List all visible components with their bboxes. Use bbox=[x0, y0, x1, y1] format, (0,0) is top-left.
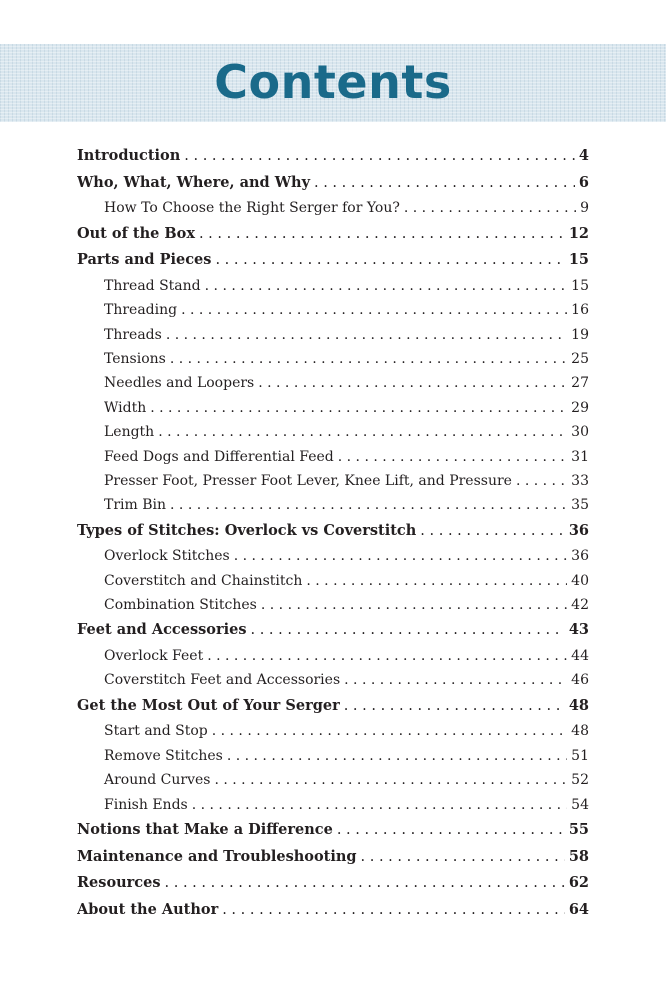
toc-chapter-entry bbox=[77, 897, 589, 924]
toc-subsection-entry bbox=[77, 593, 589, 617]
toc-entry-page-number: 40 bbox=[571, 572, 589, 589]
toc-entry-title: Feed Dogs and Differential Feed bbox=[104, 448, 334, 465]
toc-chapter-entry bbox=[77, 247, 589, 274]
toc-entry-title: Start and Stop bbox=[104, 723, 208, 740]
toc-entry-title: Thread Stand bbox=[104, 277, 201, 294]
dot-leader bbox=[207, 644, 567, 668]
toc-chapter-entry bbox=[77, 693, 589, 720]
dot-leader bbox=[404, 196, 576, 220]
toc-entry-title: Out of the Box bbox=[77, 224, 195, 242]
toc-entry-page-number: 58 bbox=[568, 847, 589, 865]
toc-entry-page-number: 44 bbox=[571, 648, 589, 665]
toc-subsection-entry bbox=[77, 196, 589, 220]
toc-subsection-entry bbox=[77, 569, 589, 593]
toc-entry-page-number: 33 bbox=[571, 472, 589, 489]
toc-entry-page-number: 12 bbox=[568, 224, 589, 242]
toc-chapter-entry bbox=[77, 170, 589, 197]
toc-subsection-entry bbox=[77, 420, 589, 444]
toc-entry-title: Notions that Make a Difference bbox=[77, 820, 333, 838]
toc-entry-page-number: 16 bbox=[571, 302, 589, 319]
toc-entry-title: Trim Bin bbox=[104, 497, 167, 514]
toc-entry-title: Tensions bbox=[104, 350, 166, 367]
dot-leader bbox=[150, 396, 567, 420]
toc-entry-title: Get the Most Out of Your Serger bbox=[77, 696, 340, 714]
toc-entry-title: Overlock Stitches bbox=[104, 548, 230, 565]
dot-leader bbox=[184, 143, 575, 170]
toc-chapter-entry bbox=[77, 617, 589, 644]
toc-entry-page-number: 51 bbox=[571, 747, 589, 764]
toc-entry-title: Length bbox=[104, 424, 155, 441]
toc-entry-title: Feet and Accessories bbox=[77, 621, 247, 639]
toc-entry-page-number: 62 bbox=[568, 874, 589, 892]
toc-subsection-entry bbox=[77, 644, 589, 668]
toc-entry-title: Types of Stitches: Overlock vs Coverstitch bbox=[77, 521, 417, 539]
dot-leader bbox=[205, 274, 568, 298]
toc-entry-page-number: 30 bbox=[571, 424, 589, 441]
dot-leader bbox=[234, 544, 567, 568]
dot-leader bbox=[199, 221, 565, 248]
toc-entry-title: Threading bbox=[104, 302, 178, 319]
toc-entry-page-number: 46 bbox=[571, 672, 589, 689]
toc-entry-page-number: 4 bbox=[578, 147, 589, 164]
dot-leader bbox=[170, 347, 567, 371]
dot-leader bbox=[420, 518, 565, 545]
toc-subsection-entry bbox=[77, 544, 589, 568]
dot-leader bbox=[258, 371, 567, 395]
toc-subsection-entry bbox=[77, 768, 589, 792]
dot-leader bbox=[222, 897, 565, 924]
toc-entry-page-number: 64 bbox=[568, 900, 589, 918]
toc-subsection-entry bbox=[77, 396, 589, 420]
toc-entry-page-number: 15 bbox=[571, 277, 589, 294]
toc-chapter-entry bbox=[77, 518, 589, 545]
toc-entry-title: How To Choose the Right Serger for You? bbox=[104, 200, 400, 217]
dot-leader bbox=[227, 744, 567, 768]
page-title: Contents bbox=[214, 55, 452, 109]
toc-subsection-entry bbox=[77, 744, 589, 768]
toc-entry-title: Around Curves bbox=[104, 772, 211, 789]
toc-subsection-entry bbox=[77, 469, 589, 493]
toc-chapter-entry bbox=[77, 870, 589, 897]
toc-entry-title: Coverstitch Feet and Accessories bbox=[104, 672, 341, 689]
toc-entry-page-number: 42 bbox=[571, 597, 589, 614]
toc-entry-title: About the Author bbox=[77, 900, 219, 918]
toc-chapter-entry bbox=[77, 817, 589, 844]
toc-entry-page-number: 36 bbox=[571, 548, 589, 565]
dot-leader bbox=[306, 569, 567, 593]
dot-leader bbox=[212, 719, 567, 743]
toc-entry-page-number: 29 bbox=[571, 399, 589, 416]
toc-subsection-entry bbox=[77, 371, 589, 395]
toc-entry-page-number: 31 bbox=[571, 448, 589, 465]
toc-subsection-entry bbox=[77, 323, 589, 347]
toc-entry-page-number: 19 bbox=[571, 326, 589, 343]
toc-entry-page-number: 48 bbox=[568, 696, 589, 714]
toc-entry-page-number: 36 bbox=[568, 521, 589, 539]
toc-subsection-entry bbox=[77, 668, 589, 692]
dot-leader bbox=[166, 323, 567, 347]
toc-subsection-entry bbox=[77, 493, 589, 517]
toc-entry-page-number: 9 bbox=[580, 200, 589, 217]
dot-leader bbox=[344, 693, 565, 720]
toc-entry-title: Resources bbox=[77, 874, 161, 892]
dot-leader bbox=[261, 593, 567, 617]
toc-subsection-entry bbox=[77, 274, 589, 298]
toc-entry-title: Threads bbox=[104, 326, 162, 343]
toc-entry-page-number: 27 bbox=[571, 375, 589, 392]
toc-entry-page-number: 35 bbox=[571, 497, 589, 514]
toc-entry-page-number: 55 bbox=[568, 820, 589, 838]
toc-entry-title: Remove Stitches bbox=[104, 747, 223, 764]
toc-subsection-entry bbox=[77, 298, 589, 322]
dot-leader bbox=[192, 793, 567, 817]
toc-entry-title: Coverstitch and Chainstitch bbox=[104, 572, 303, 589]
dot-leader bbox=[214, 768, 567, 792]
toc-entry-title: Combination Stitches bbox=[104, 597, 257, 614]
toc-entry-title: Width bbox=[104, 399, 147, 416]
toc-entry-title: Needles and Loopers bbox=[104, 375, 255, 392]
toc-entry-title: Parts and Pieces bbox=[77, 251, 212, 269]
table-of-contents bbox=[77, 143, 589, 923]
toc-entry-page-number: 25 bbox=[571, 350, 589, 367]
toc-chapter-entry bbox=[77, 844, 589, 871]
toc-entry-page-number: 43 bbox=[568, 621, 589, 639]
toc-entry-title: Presser Foot, Presser Foot Lever, Knee Lift, and Pressure bbox=[104, 472, 512, 489]
toc-entry-page-number: 48 bbox=[571, 723, 589, 740]
dot-leader bbox=[344, 668, 567, 692]
toc-subsection-entry bbox=[77, 793, 589, 817]
dot-leader bbox=[158, 420, 567, 444]
toc-entry-page-number: 6 bbox=[578, 173, 589, 191]
toc-entry-page-number: 54 bbox=[571, 796, 589, 813]
toc-entry-page-number: 52 bbox=[571, 772, 589, 789]
toc-entry-title: Who, What, Where, and Why bbox=[77, 173, 310, 191]
dot-leader bbox=[170, 493, 567, 517]
toc-subsection-entry bbox=[77, 719, 589, 743]
dot-leader bbox=[251, 617, 565, 644]
dot-leader bbox=[338, 445, 567, 469]
toc-subsection-entry bbox=[77, 445, 589, 469]
dot-leader bbox=[215, 247, 564, 274]
toc-entry-title: Overlock Feet bbox=[104, 648, 204, 665]
toc-entry-title: Maintenance and Troubleshooting bbox=[77, 847, 357, 865]
dot-leader bbox=[181, 298, 567, 322]
toc-entry-title: Introduction bbox=[77, 147, 181, 164]
dot-leader bbox=[337, 817, 565, 844]
toc-entry-page-number: 15 bbox=[568, 251, 589, 269]
dot-leader bbox=[165, 870, 565, 897]
toc-subsection-entry bbox=[77, 347, 589, 371]
dot-leader bbox=[361, 844, 565, 871]
toc-entry-title: Finish Ends bbox=[104, 796, 188, 813]
toc-chapter-entry bbox=[77, 221, 589, 248]
dot-leader bbox=[516, 469, 567, 493]
dot-leader bbox=[314, 170, 575, 197]
toc-chapter-entry bbox=[77, 143, 589, 170]
